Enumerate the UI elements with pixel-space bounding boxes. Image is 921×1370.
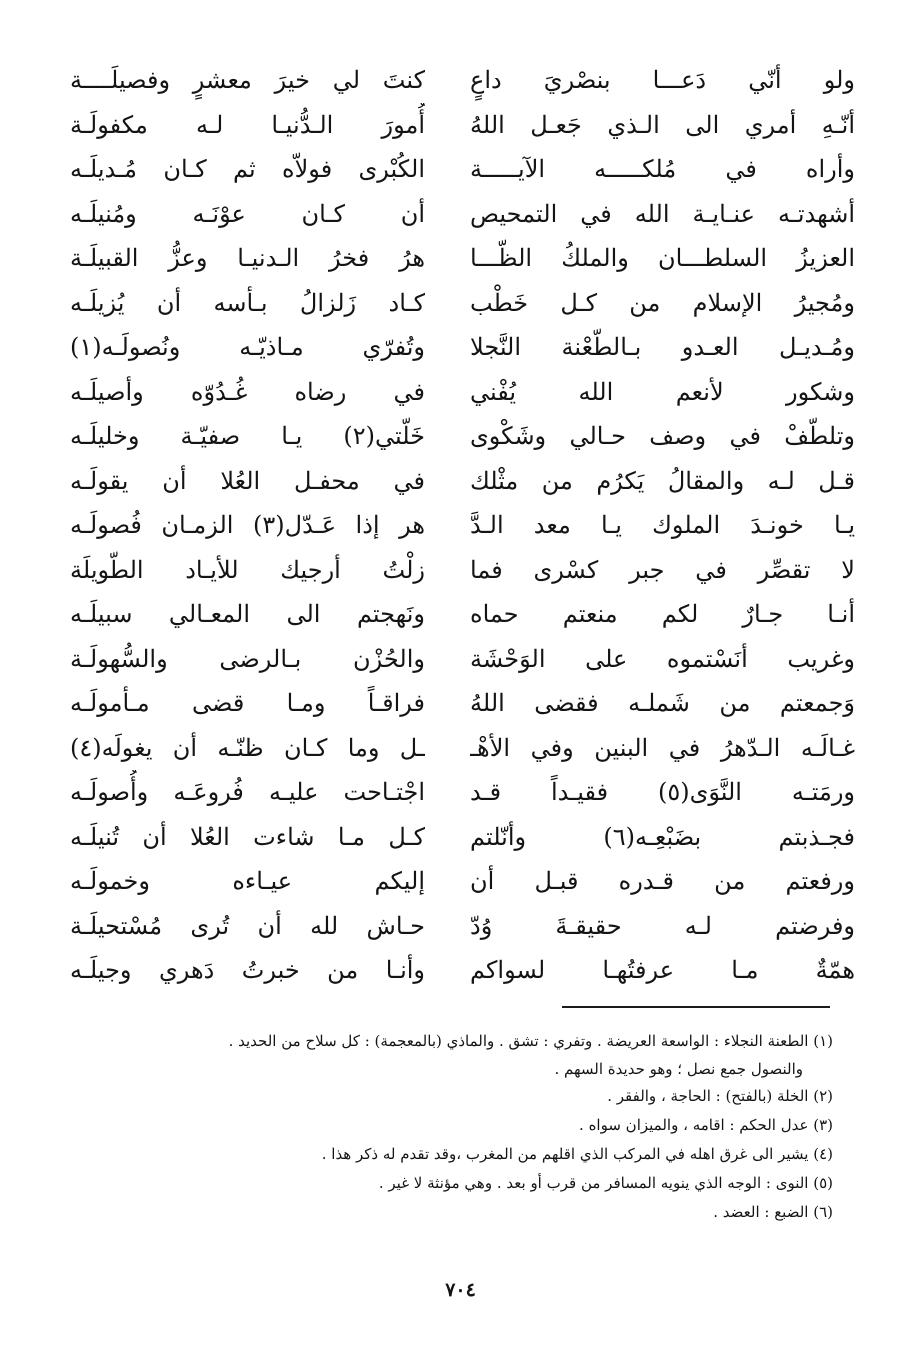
verse-line: كـاد زَلزالُ بـأسه أن يُزيلَـه (70, 288, 425, 317)
verse-line: حـاش لله أن تُرى مُسْتحيلَـة (70, 911, 425, 940)
poem-body (70, 58, 855, 993)
poem-right-column (470, 58, 855, 993)
verse-line: والحُزْن بـالرضى والسُّهولَـة (70, 644, 425, 673)
verse-line: الكُبْرى فولاّه ثم كـان مُـديلَـه (70, 155, 425, 183)
verse-line: أن كـان عوْنَـه ومُنيلَـه (70, 199, 425, 228)
poem-left-column (70, 58, 425, 993)
footnote: (٦) الضبع : العضد . (713, 1203, 833, 1221)
footnote-divider (562, 1006, 830, 1008)
verse-line: زلْتُ أرجيك للأيـاد الطّويلَة (70, 555, 425, 584)
verse-line: في رضاه غُـدُوّه وأصيلَـه (70, 377, 425, 406)
verse-line: لا تقصِّر في جبر كسْرى فما (470, 555, 855, 584)
verse-line: قـل لـه والمقالُ يَكرُم من مثْلك (470, 466, 855, 495)
verse-line: همّةٌ مـا عرفتُهـا لسواكم (470, 956, 855, 984)
footnote: (٣) عدل الحكم : اقامه ، والميزان سواه . (579, 1116, 833, 1134)
verse-line: في محفـل العُلا أن يقولَـه (70, 466, 425, 495)
verse-line: أنّـهِ أمري الى الـذي جَعـل اللهُ (470, 110, 855, 139)
verse-line: يـا خونـدَ الملوك يـا معد الـدَّ (470, 511, 855, 539)
footnote: (١) الطعنة النجلاء : الواسعة العريضة . وتفري : تشق . والماذي (بالمعجمة) : كل سلاح من الحديد . (228, 1032, 833, 1050)
verse-line: العزيزُ السلطـــان والملكُ الظّـــا (470, 244, 855, 272)
footnote: (٤) يشير الى غرق اهله في المركب الذي اقلهم من المغرب ،وقد تقدم له ذكر هذا . (321, 1145, 833, 1163)
verse-line: وأراه في مُلكـــــه الآيـــــة (470, 155, 855, 183)
verse-line: وتلطّفْ في وصف حـالي وشَكْوى (470, 422, 855, 450)
verse-line: ونَهجتم الى المعـالي سبيلَـه (70, 600, 425, 628)
verse-line: ورمَتـه النَّوَى(٥) فقيـداً قـد (470, 778, 855, 806)
verse-line: هر إذا عَـدّل(٣) الزمـان فُصولَـه (70, 511, 425, 539)
footnote-continuation: والنصول جمع نصل ؛ وهو حديدة السهم . (554, 1060, 803, 1078)
verse-line: اجْتـاحت عليـه فُروعَـه وأُصولَـه (70, 778, 425, 806)
verse-line: أشهدتـه عنـايـة الله في التمحيص (470, 199, 855, 228)
verse-line: ومُجيرُ الإسلام من كـل خَطْب (470, 288, 855, 317)
verse-line: كـل مـا شاءت العُلا أن تُنيلَـه (70, 822, 425, 851)
verse-line: وَجمعتم من شَملـه فقضى اللهُ (470, 689, 855, 717)
verse-line: ومُـديـل العـدو بـالطّعْنة النَّجلا (470, 333, 855, 361)
page-number: ٧٠٤ (445, 1279, 476, 1301)
footnote: (٢) الخلة (بالفتح) : الحاجة ، والفقر . (607, 1087, 833, 1105)
verse-line: أُمورَ الـدُّنيـا لـه مكفولَـة (70, 110, 425, 139)
footnote: (٥) النوى : الوجه الذي ينويه المسافر من قرب أو بعد . وهي مؤنثة لا غير . (378, 1174, 833, 1192)
verse-line: ولو أنّي دَعـــا بنصْريَ داعٍ (470, 66, 855, 94)
verse-line: وأنـا من خبرتُ دَهري وجيلَـه (70, 956, 425, 984)
verse-line: خَلّتي(٢) يـا صفيّـة وخليلَـه (70, 422, 425, 450)
verse-line: فراقـاً ومـا قضى مـأمولَـه (70, 689, 425, 717)
verse-line: أنـا جـارٌ لكم منعتم حماه (470, 600, 855, 628)
verse-line: ورفعتم من قـدره قبـل أن (470, 867, 855, 895)
verse-line: هرُ فخرُ الـدنيـا وعزُّ القبيلَـة (70, 244, 425, 272)
verse-line: وفرضتم لـه حقيقـةَ وُدّ (470, 911, 855, 940)
verse-line: غـالَـه الـدّهرُ في البنين وفي الأهْـ (470, 733, 855, 762)
verse-line: وشكور لأنعم الله يُفْني (470, 377, 855, 406)
verse-line: وتُفرّي مـاذيّـه ونُصولَـه(١) (70, 333, 425, 361)
verse-line: كنتَ لي خيرَ معشرٍ وفصيلَــــة (70, 66, 425, 94)
verse-line: ـل وما كـان ظنّـه أن يغولَه(٤) (70, 733, 425, 762)
verse-line: وغريب أنَسْتموه على الوَحْشَة (470, 644, 855, 673)
verse-line: فجـذبتم بضَبْعِـه(٦) وأنّلتم (470, 822, 855, 851)
footnotes (73, 1027, 833, 1227)
verse-line: إليكم عيـاءه وخمولَـه (70, 867, 425, 895)
